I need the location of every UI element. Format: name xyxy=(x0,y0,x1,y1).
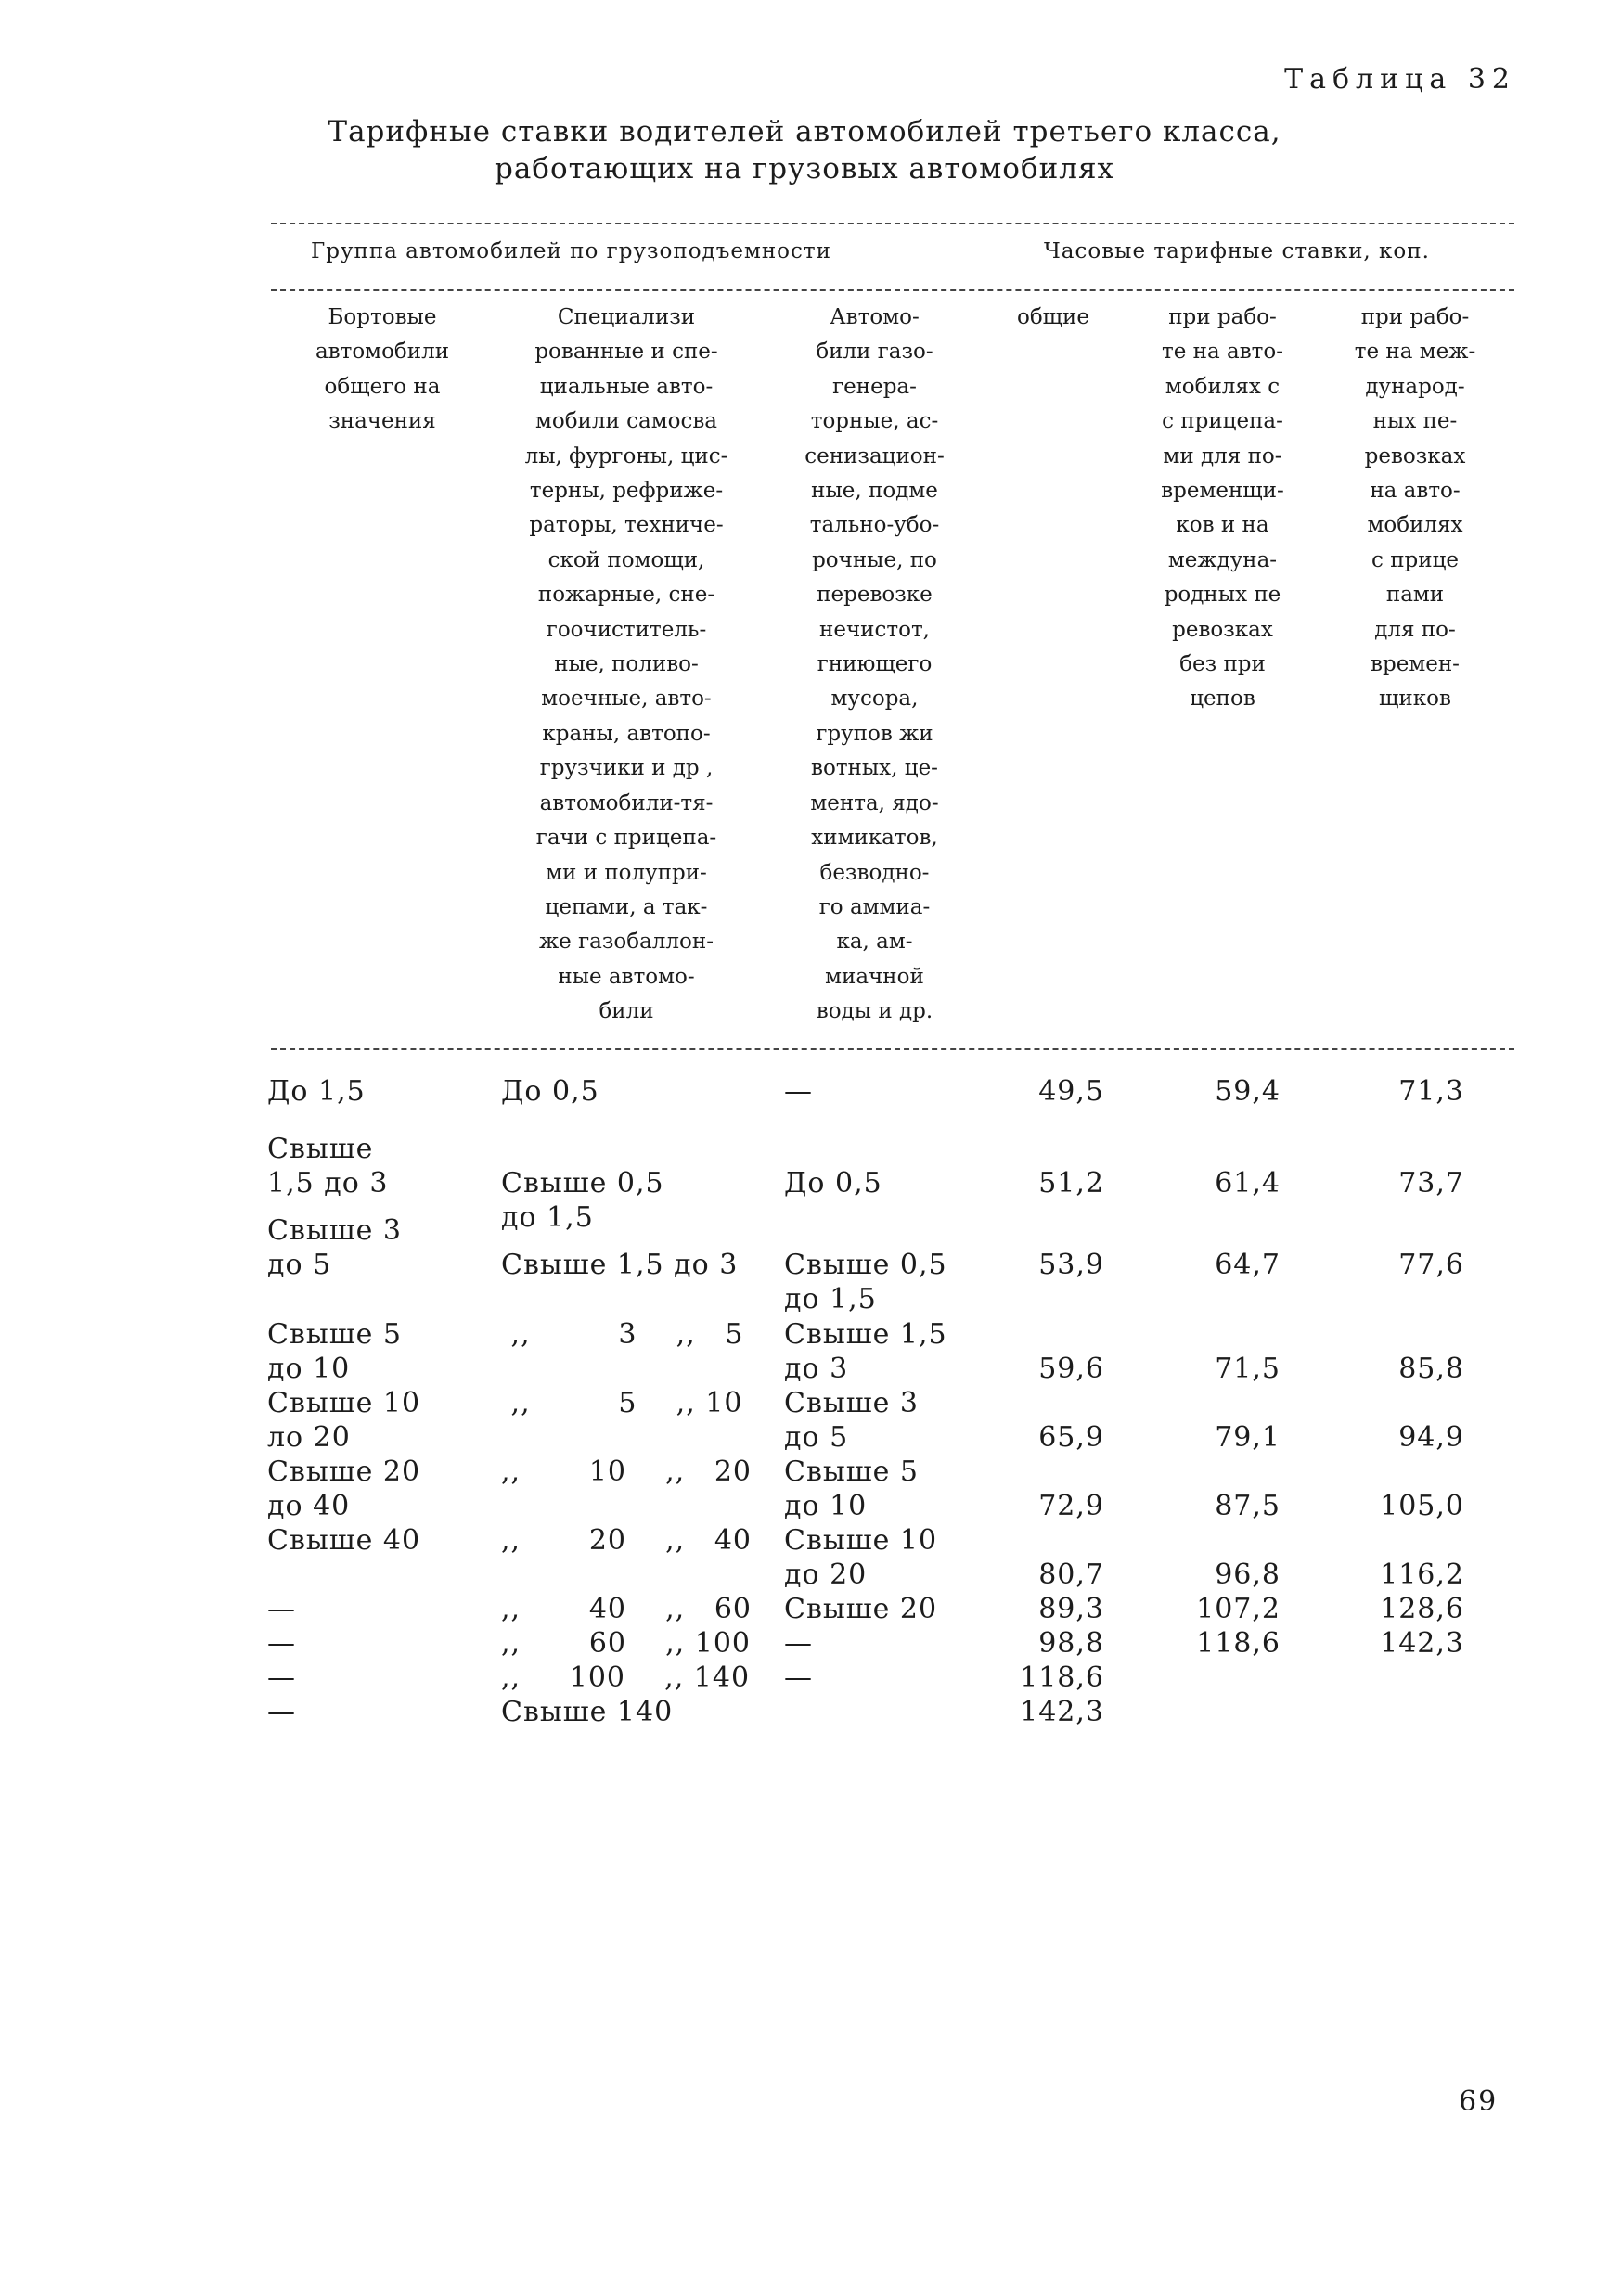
table-cell: Свыше 3 до 5 xyxy=(784,1387,919,1454)
col-header-general: общие xyxy=(1016,305,1090,329)
table-cell: 73,7 xyxy=(1398,1167,1464,1199)
table-cell: 98,8 xyxy=(1038,1627,1104,1660)
table-cell: 118,6 xyxy=(1196,1627,1281,1660)
table-cell: Свыше 1,5 до 3 xyxy=(784,1318,947,1385)
table-cell: Свыше 3 до 5 xyxy=(267,1214,402,1281)
col-header-international: при рабо- те на меж- дународ- ных пе- ревозках на авто- мобилях с прице пами для по- времен- щиков xyxy=(1354,305,1476,712)
table-cell: 105,0 xyxy=(1380,1490,1464,1522)
table-cell: Свыше 10 ло 20 xyxy=(267,1387,421,1454)
table-cell: До 0,5 xyxy=(501,1075,599,1108)
table-cell: До 1,5 xyxy=(267,1075,366,1108)
table-cell: ,, 20 ,, 40 xyxy=(501,1524,752,1557)
header-bottom-rule xyxy=(271,1048,1514,1050)
table-cell: 89,3 xyxy=(1038,1593,1104,1625)
table-cell: Свыше 20 xyxy=(784,1593,938,1625)
table-cell: ,, 60 ,, 100 xyxy=(501,1627,752,1660)
table-cell: 96,8 xyxy=(1215,1558,1281,1591)
table-cell: Свыше 5 до 10 xyxy=(784,1456,919,1522)
table-cell: — xyxy=(267,1593,296,1625)
col-header-specialized: Специализи рованные и спе- циальные авто- мобили самосва лы, фургоны, цис- терны, рефриже- раторы, техниче- ской помощи, пожарные, сне- гоочиститель- ные, поливо- моечные, авто- краны, автопо- грузчики и др , автомобили-тя- гачи с прицепа- ми и полупри- цепами, а так- же газобаллон- ные автомо- били xyxy=(524,305,728,1024)
table-cell: 77,6 xyxy=(1398,1249,1464,1281)
table-cell: — xyxy=(784,1075,813,1108)
table-cell: Свыше 5 до 10 xyxy=(267,1318,402,1385)
header-top-rule xyxy=(271,223,1514,224)
table-cell: 61,4 xyxy=(1215,1167,1281,1199)
table-cell: 71,5 xyxy=(1215,1353,1281,1385)
table-cell: 85,8 xyxy=(1398,1353,1464,1385)
table-cell: Свыше 1,5 до 3 xyxy=(501,1249,739,1281)
table-cell: 118,6 xyxy=(1020,1661,1104,1694)
table-cell: — xyxy=(267,1661,296,1694)
table-cell: 79,1 xyxy=(1215,1421,1281,1454)
table-title-line: работающих на грузовых автомобилях xyxy=(494,152,1115,186)
table-cell: Свыше 140 xyxy=(501,1696,674,1728)
table-cell: 64,7 xyxy=(1215,1249,1281,1281)
table-cell: — xyxy=(784,1661,813,1694)
table-cell: Свыше 1,5 до 3 xyxy=(267,1133,389,1199)
page-number: 69 xyxy=(1459,2085,1499,2118)
table-cell: Свыше 0,5 до 1,5 xyxy=(784,1249,947,1315)
table-cell: 65,9 xyxy=(1038,1421,1104,1454)
table-cell: 53,9 xyxy=(1038,1249,1104,1281)
table-cell: — xyxy=(267,1696,296,1728)
table-cell: До 0,5 xyxy=(784,1167,882,1199)
table-cell: 116,2 xyxy=(1380,1558,1464,1591)
table-title-line: Тарифные ставки водителей автомобилей третьего класса, xyxy=(328,115,1281,148)
table-cell: 59,6 xyxy=(1038,1353,1104,1385)
table-cell: ,, 40 ,, 60 xyxy=(501,1593,752,1625)
table-label: Таблица 32 xyxy=(1284,63,1516,96)
table-cell: 71,3 xyxy=(1398,1075,1464,1108)
table-cell: 128,6 xyxy=(1380,1593,1464,1625)
table-cell: Свыше 0,5 до 1,5 xyxy=(501,1167,664,1234)
table-cell: 142,3 xyxy=(1020,1696,1104,1728)
group-header-rule xyxy=(271,289,1514,291)
table-cell: Свыше 20 до 40 xyxy=(267,1456,421,1522)
table-cell: ,, 3 ,, 5 xyxy=(501,1318,744,1351)
col-header-onboard: Бортовые автомобили общего на значения xyxy=(315,305,450,434)
table-cell: 59,4 xyxy=(1215,1075,1281,1108)
table-cell: Свыше 10 до 20 xyxy=(784,1524,938,1591)
table-cell: 107,2 xyxy=(1196,1593,1281,1625)
group-header-capacity: Группа автомобилей по грузоподъемности xyxy=(311,239,831,263)
table-cell: 87,5 xyxy=(1215,1490,1281,1522)
table-title xyxy=(0,113,1609,187)
table-cell: — xyxy=(267,1627,296,1660)
table-cell: 142,3 xyxy=(1380,1627,1464,1660)
col-header-gas-generator: Автомо- били газо- генера- торные, ас- сенизацион- ные, подме тально-убо- рочные, по перевозке нечистот, гниющего мусора, групов жи вотных, це- мента, ядо- химикатов, безводно- го аммиа- ка, ам- миачной воды и др. xyxy=(804,305,945,1024)
table-cell: 51,2 xyxy=(1038,1167,1104,1199)
table-cell: ,, 100 ,, 140 xyxy=(501,1661,751,1694)
group-header-rates: Часовые тарифные ставки, коп. xyxy=(1044,239,1430,263)
table-cell: 72,9 xyxy=(1038,1490,1104,1522)
table-cell: 94,9 xyxy=(1398,1421,1464,1454)
table-cell: ,, 10 ,, 20 xyxy=(501,1456,752,1488)
table-cell: 49,5 xyxy=(1038,1075,1104,1108)
table-cell: 80,7 xyxy=(1038,1558,1104,1591)
table-cell: ,, 5 ,, 10 xyxy=(501,1387,743,1419)
table-cell: — xyxy=(784,1627,813,1660)
table-cell: Свыше 40 xyxy=(267,1524,421,1557)
col-header-trailers-domestic: при рабо- те на авто- мобилях с с прицепа- ми для по- временщи- ков и на междуна- родных пе ревозках без при цепов xyxy=(1161,305,1284,712)
